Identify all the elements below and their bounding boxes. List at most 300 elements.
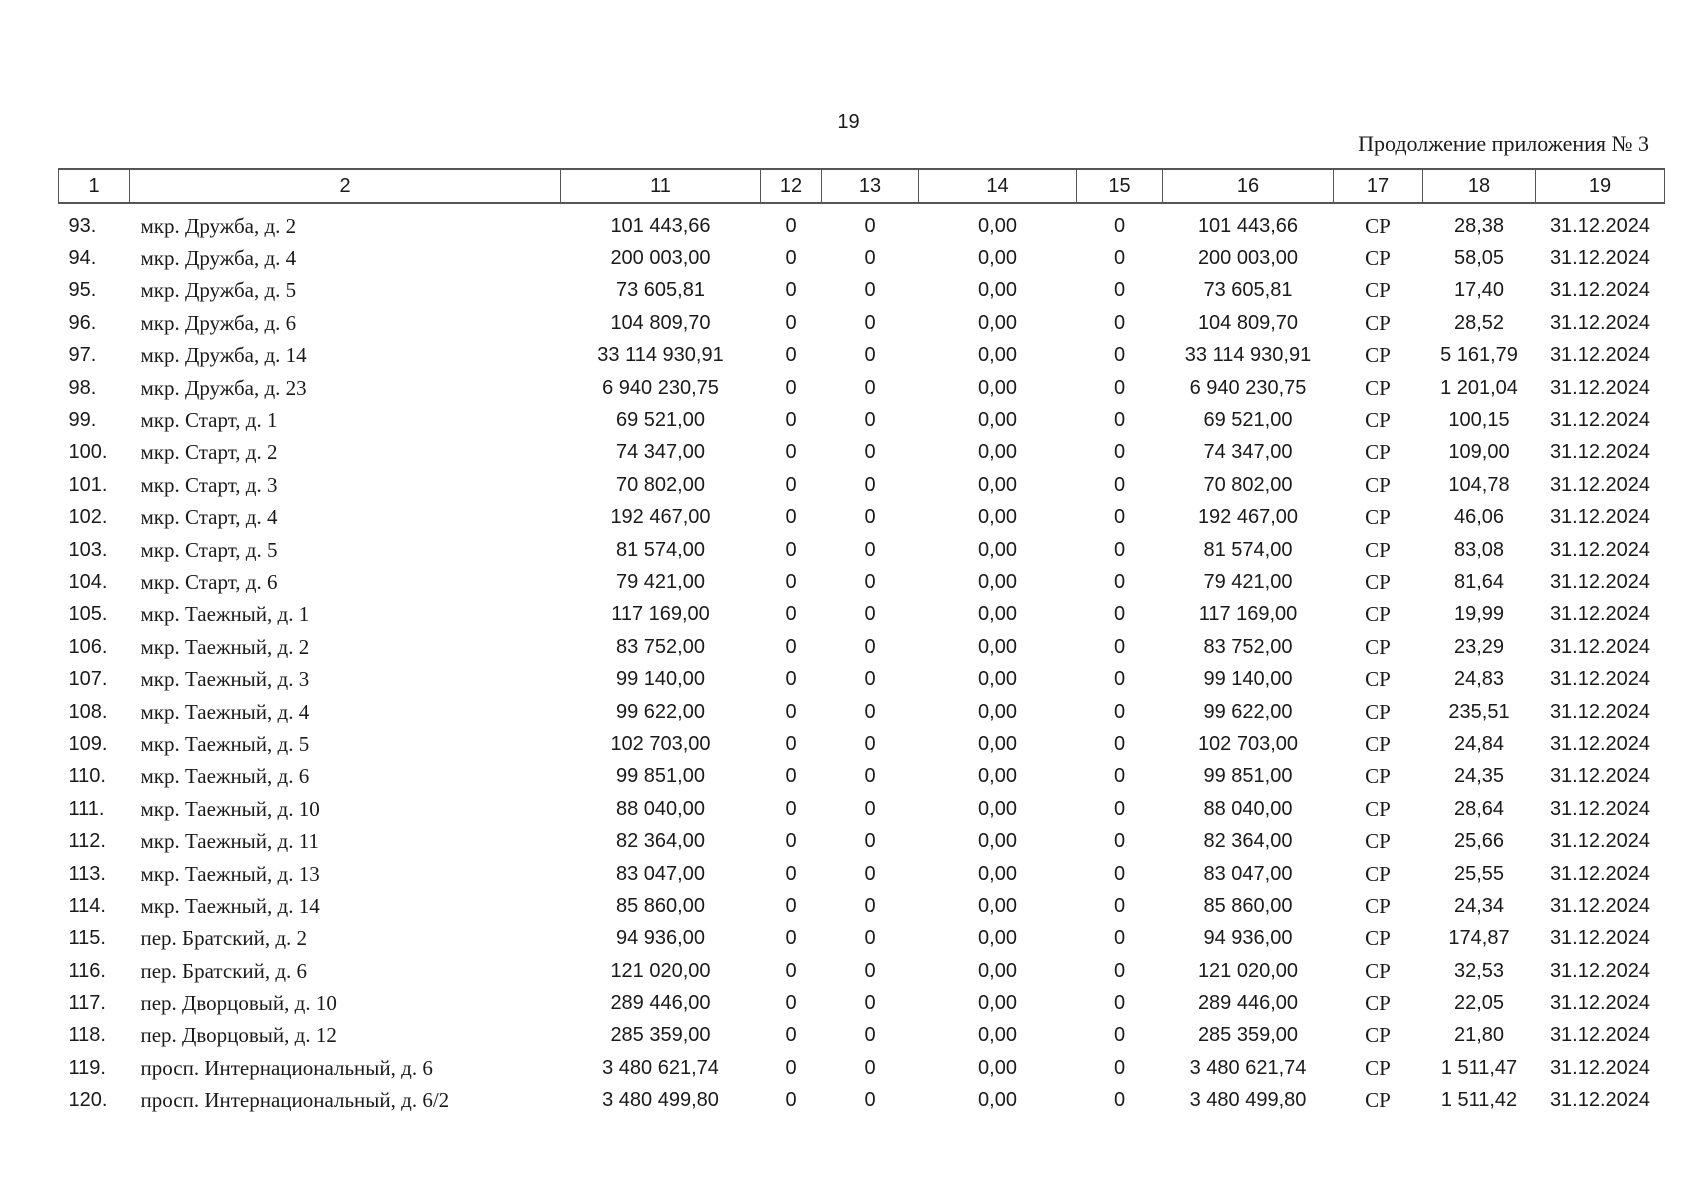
table-row [59, 696, 1665, 728]
col15-cell: 0 [1113, 376, 1126, 399]
header-row [59, 169, 1665, 203]
table-row [59, 1052, 1665, 1084]
col16-cell: 285 359,00 [1197, 1024, 1299, 1047]
table-row [59, 858, 1665, 890]
address-cell: мкр. Таежный, д. 5 [140, 731, 310, 756]
col13-cell: 0 [864, 862, 876, 885]
col17-cell: СР [1365, 537, 1391, 562]
header-cell: 14 [919, 169, 1077, 203]
col13-cell: 0 [864, 927, 876, 950]
row-number-cell: 111. [68, 797, 105, 820]
col17-cell: СР [1365, 213, 1391, 238]
col18-cell: 19,99 [1453, 603, 1505, 626]
col15-cell: 0 [1113, 927, 1126, 950]
table-row [59, 469, 1665, 501]
row-number-cell: 99. [68, 409, 97, 432]
address-cell: мкр. Таежный, д. 6 [140, 764, 310, 789]
row-number-cell: 115. [68, 927, 106, 950]
row-number-cell: 108. [68, 700, 108, 723]
table-row [59, 663, 1665, 695]
row-number-cell: 98. [68, 376, 97, 399]
col11-cell: 99 851,00 [616, 765, 705, 788]
col15-cell: 0 [1113, 506, 1126, 529]
col11-cell: 3 480 621,74 [602, 1056, 719, 1079]
col18-cell: 24,83 [1453, 668, 1505, 691]
col14-cell: 0,00 [978, 1089, 1017, 1112]
table-row [59, 340, 1665, 372]
col11-cell: 3 480 499,80 [602, 1089, 719, 1112]
col13-cell: 0 [864, 506, 876, 529]
col16-cell: 79 421,00 [1203, 570, 1293, 593]
col14-cell: 0,00 [978, 570, 1017, 593]
col16-cell: 69 521,00 [1203, 409, 1293, 432]
address-cell: мкр. Старт, д. 3 [140, 472, 278, 497]
col15-cell: 0 [1113, 570, 1126, 593]
col17-cell: СР [1365, 634, 1391, 659]
col12-cell: 0 [785, 311, 797, 334]
col19-cell: 31.12.2024 [1549, 214, 1651, 237]
address-cell: мкр. Дружба, д. 6 [140, 310, 297, 335]
col12-cell: 0 [785, 538, 797, 561]
table-row [59, 890, 1665, 922]
address-cell: мкр. Дружба, д. 2 [140, 213, 297, 238]
col19-cell: 31.12.2024 [1549, 344, 1651, 367]
col17-cell: СР [1365, 796, 1391, 821]
col11-cell: 99 140,00 [616, 668, 705, 691]
col13-cell: 0 [864, 635, 876, 658]
col13-cell: 0 [864, 732, 876, 755]
col16-cell: 3 480 621,74 [1189, 1056, 1307, 1079]
col13-cell: 0 [864, 1056, 876, 1079]
address-cell: мкр. Старт, д. 5 [140, 537, 278, 562]
col16-cell: 99 140,00 [1203, 668, 1293, 691]
col18-cell: 25,55 [1453, 862, 1505, 885]
table-row [59, 599, 1665, 631]
row-number-cell: 94. [68, 247, 97, 270]
row-number-cell: 105. [68, 603, 108, 626]
col14-cell: 0,00 [978, 700, 1017, 723]
col11-cell: 102 703,00 [610, 732, 711, 755]
address-cell: мкр. Старт, д. 1 [140, 408, 278, 433]
row-number-cell: 117. [68, 992, 106, 1015]
address-cell: мкр. Старт, д. 4 [140, 505, 278, 530]
table-row [59, 307, 1665, 339]
address-cell: мкр. Таежный, д. 3 [140, 667, 310, 692]
col19-cell: 31.12.2024 [1549, 376, 1651, 399]
col13-cell: 0 [864, 473, 876, 496]
table-body [59, 203, 1665, 1117]
col13-cell: 0 [864, 668, 876, 691]
col17-cell: СР [1365, 375, 1391, 400]
col16-cell: 73 605,81 [1203, 279, 1293, 302]
col18-cell: 235,51 [1448, 700, 1510, 723]
col19-cell: 31.12.2024 [1549, 538, 1651, 561]
col18-cell: 28,38 [1453, 214, 1505, 237]
col19-cell: 31.12.2024 [1549, 797, 1651, 820]
col12-cell: 0 [785, 214, 797, 237]
col18-cell: 28,52 [1453, 311, 1505, 334]
col14-cell: 0,00 [978, 1024, 1017, 1047]
col19-cell: 31.12.2024 [1549, 894, 1651, 917]
col18-cell: 17,40 [1453, 279, 1505, 302]
col16-cell: 82 364,00 [1203, 830, 1293, 853]
col11-cell: 101 443,66 [610, 214, 711, 237]
col12-cell: 0 [785, 862, 797, 885]
col19-cell: 31.12.2024 [1549, 506, 1651, 529]
col16-cell: 101 443,66 [1197, 214, 1299, 237]
address-cell: мкр. Таежный, д. 1 [140, 602, 310, 627]
col18-cell: 5 161,79 [1440, 344, 1518, 367]
col19-cell: 31.12.2024 [1549, 570, 1651, 593]
address-cell: мкр. Таежный, д. 13 [140, 861, 320, 886]
col16-cell: 70 802,00 [1203, 473, 1293, 496]
col12-cell: 0 [785, 668, 797, 691]
col15-cell: 0 [1113, 1089, 1126, 1112]
col15-cell: 0 [1113, 473, 1126, 496]
col17-cell: СР [1365, 278, 1391, 303]
col16-cell: 3 480 499,80 [1189, 1089, 1307, 1112]
header-cell: 11 [561, 169, 761, 203]
col11-cell: 79 421,00 [616, 570, 705, 593]
col11-cell: 85 860,00 [616, 894, 705, 917]
col12-cell: 0 [785, 603, 797, 626]
row-number-cell: 103. [68, 538, 108, 561]
table-row [59, 437, 1665, 469]
col12-cell: 0 [785, 732, 797, 755]
table-row [59, 987, 1665, 1019]
col16-cell: 99 622,00 [1203, 700, 1293, 723]
col18-cell: 83,08 [1453, 538, 1505, 561]
col18-cell: 21,80 [1453, 1024, 1505, 1047]
col11-cell: 73 605,81 [616, 279, 705, 302]
col15-cell: 0 [1113, 732, 1126, 755]
header-cell: 18 [1423, 169, 1536, 203]
col17-cell: СР [1365, 505, 1391, 530]
address-cell: мкр. Таежный, д. 11 [140, 829, 319, 854]
col11-cell: 6 940 230,75 [602, 376, 719, 399]
col11-cell: 88 040,00 [616, 797, 705, 820]
col17-cell: СР [1365, 602, 1391, 627]
col15-cell: 0 [1113, 247, 1126, 270]
table-row [59, 372, 1665, 404]
col14-cell: 0,00 [978, 538, 1017, 561]
address-cell: пер. Братский, д. 2 [140, 926, 308, 951]
col18-cell: 109,00 [1448, 441, 1510, 464]
col15-cell: 0 [1113, 700, 1126, 723]
col18-cell: 100,15 [1448, 409, 1510, 432]
col17-cell: СР [1365, 991, 1391, 1016]
col17-cell: СР [1365, 472, 1391, 497]
address-cell: мкр. Дружба, д. 4 [140, 246, 297, 271]
col19-cell: 31.12.2024 [1549, 603, 1651, 626]
col14-cell: 0,00 [978, 311, 1017, 334]
page-number: 19 [837, 111, 860, 133]
address-cell: пер. Дворцовый, д. 12 [140, 1023, 337, 1048]
col12-cell: 0 [785, 247, 797, 270]
col19-cell: 31.12.2024 [1549, 700, 1651, 723]
col11-cell: 285 359,00 [610, 1024, 711, 1047]
row-number-cell: 102. [68, 506, 108, 529]
col14-cell: 0,00 [978, 797, 1017, 820]
col15-cell: 0 [1113, 862, 1126, 885]
col16-cell: 83 047,00 [1203, 862, 1293, 885]
col13-cell: 0 [864, 344, 876, 367]
address-cell: просп. Интернациональный, д. 6/2 [140, 1088, 450, 1113]
col15-cell: 0 [1113, 214, 1126, 237]
address-cell: пер. Братский, д. 6 [140, 958, 308, 983]
table-row [59, 761, 1665, 793]
col14-cell: 0,00 [978, 247, 1017, 270]
col12-cell: 0 [785, 506, 797, 529]
col18-cell: 32,53 [1453, 959, 1505, 982]
col17-cell: СР [1365, 861, 1391, 886]
table-row [59, 1020, 1665, 1052]
table-row [59, 566, 1665, 598]
col18-cell: 58,05 [1453, 247, 1505, 270]
header-cell: 2 [130, 169, 561, 203]
col19-cell: 31.12.2024 [1549, 959, 1651, 982]
col17-cell: СР [1365, 440, 1391, 465]
col14-cell: 0,00 [978, 279, 1017, 302]
col18-cell: 24,35 [1453, 765, 1505, 788]
header-cell: 13 [822, 169, 919, 203]
col18-cell: 174,87 [1448, 927, 1510, 950]
address-cell: мкр. Дружба, д. 14 [140, 343, 307, 368]
col12-cell: 0 [785, 797, 797, 820]
row-number-cell: 120. [68, 1089, 108, 1112]
col16-cell: 74 347,00 [1203, 441, 1293, 464]
col16-cell: 102 703,00 [1197, 732, 1299, 755]
col17-cell: СР [1365, 667, 1391, 692]
col19-cell: 31.12.2024 [1549, 765, 1651, 788]
col15-cell: 0 [1113, 1056, 1126, 1079]
col17-cell: СР [1365, 1055, 1391, 1080]
col13-cell: 0 [864, 765, 876, 788]
address-cell: мкр. Старт, д. 2 [140, 440, 278, 465]
col17-cell: СР [1365, 1023, 1391, 1048]
col18-cell: 1 511,42 [1440, 1089, 1518, 1112]
col17-cell: СР [1365, 731, 1391, 756]
col12-cell: 0 [785, 992, 797, 1015]
col19-cell: 31.12.2024 [1549, 311, 1651, 334]
col12-cell: 0 [785, 279, 797, 302]
col12-cell: 0 [785, 1089, 797, 1112]
col15-cell: 0 [1113, 992, 1126, 1015]
col14-cell: 0,00 [978, 409, 1017, 432]
row-number-cell: 110. [68, 765, 106, 788]
col13-cell: 0 [864, 538, 876, 561]
col15-cell: 0 [1113, 668, 1126, 691]
col13-cell: 0 [864, 570, 876, 593]
col16-cell: 192 467,00 [1197, 506, 1299, 529]
col12-cell: 0 [785, 441, 797, 464]
col15-cell: 0 [1113, 635, 1126, 658]
col18-cell: 25,66 [1453, 830, 1505, 853]
col16-cell: 83 752,00 [1203, 635, 1293, 658]
col12-cell: 0 [785, 473, 797, 496]
table-row [59, 955, 1665, 987]
table-row [59, 275, 1665, 307]
col17-cell: СР [1365, 343, 1391, 368]
col19-cell: 31.12.2024 [1549, 668, 1651, 691]
col17-cell: СР [1365, 926, 1391, 951]
col16-cell: 85 860,00 [1203, 894, 1293, 917]
row-number-cell: 109. [68, 732, 108, 755]
table-row [59, 502, 1665, 534]
col19-cell: 31.12.2024 [1549, 247, 1651, 270]
col15-cell: 0 [1113, 959, 1126, 982]
table-row [59, 1085, 1665, 1117]
col15-cell: 0 [1113, 311, 1126, 334]
col13-cell: 0 [864, 247, 876, 270]
table-row [59, 631, 1665, 663]
row-number-cell: 116. [68, 959, 106, 982]
col17-cell: СР [1365, 893, 1391, 918]
col13-cell: 0 [864, 1024, 876, 1047]
col19-cell: 31.12.2024 [1549, 441, 1651, 464]
col18-cell: 24,84 [1453, 732, 1505, 755]
col14-cell: 0,00 [978, 959, 1017, 982]
data-table [58, 168, 1665, 1117]
col15-cell: 0 [1113, 765, 1126, 788]
row-number-cell: 100. [68, 441, 108, 464]
col14-cell: 0,00 [978, 376, 1017, 399]
row-number-cell: 97. [68, 344, 97, 367]
row-number-cell: 106. [68, 635, 108, 658]
col17-cell: СР [1365, 408, 1391, 433]
col13-cell: 0 [864, 441, 876, 464]
col12-cell: 0 [785, 376, 797, 399]
col14-cell: 0,00 [978, 473, 1017, 496]
col11-cell: 94 936,00 [616, 927, 705, 950]
col14-cell: 0,00 [978, 668, 1017, 691]
col16-cell: 81 574,00 [1203, 538, 1293, 561]
address-cell: мкр. Старт, д. 6 [140, 569, 278, 594]
col12-cell: 0 [785, 570, 797, 593]
col14-cell: 0,00 [978, 830, 1017, 853]
col14-cell: 0,00 [978, 603, 1017, 626]
col14-cell: 0,00 [978, 862, 1017, 885]
row-number-cell: 113. [68, 862, 106, 885]
col11-cell: 83 752,00 [616, 635, 705, 658]
col11-cell: 83 047,00 [616, 862, 705, 885]
col11-cell: 82 364,00 [616, 830, 705, 853]
col16-cell: 88 040,00 [1203, 797, 1293, 820]
col11-cell: 117 169,00 [611, 603, 710, 626]
col15-cell: 0 [1113, 344, 1126, 367]
table-row [59, 923, 1665, 955]
col11-cell: 33 114 930,91 [597, 344, 724, 367]
appendix-continuation-note: Продолжение приложения № 3 [1358, 131, 1649, 156]
col12-cell: 0 [785, 765, 797, 788]
col17-cell: СР [1365, 246, 1391, 271]
col19-cell: 31.12.2024 [1549, 1056, 1651, 1079]
col19-cell: 31.12.2024 [1549, 1024, 1651, 1047]
col19-cell: 31.12.2024 [1549, 279, 1651, 302]
col11-cell: 192 467,00 [610, 506, 711, 529]
table-row [59, 793, 1665, 825]
address-cell: мкр. Таежный, д. 2 [140, 634, 310, 659]
header-cell: 1 [59, 169, 130, 203]
col19-cell: 31.12.2024 [1549, 473, 1651, 496]
col18-cell: 28,64 [1453, 797, 1505, 820]
row-number-cell: 107. [68, 668, 108, 691]
col13-cell: 0 [864, 279, 876, 302]
col11-cell: 200 003,00 [610, 247, 711, 270]
col11-cell: 104 809,70 [610, 311, 711, 334]
table-header [59, 169, 1665, 203]
col17-cell: СР [1365, 1088, 1391, 1113]
col11-cell: 289 446,00 [610, 992, 711, 1015]
col14-cell: 0,00 [978, 992, 1017, 1015]
col15-cell: 0 [1113, 797, 1126, 820]
address-cell: мкр. Таежный, д. 14 [140, 893, 320, 918]
address-cell: мкр. Дружба, д. 23 [140, 375, 307, 400]
col14-cell: 0,00 [978, 214, 1017, 237]
col14-cell: 0,00 [978, 344, 1017, 367]
col13-cell: 0 [864, 797, 876, 820]
col14-cell: 0,00 [978, 765, 1017, 788]
col14-cell: 0,00 [978, 927, 1017, 950]
col15-cell: 0 [1113, 441, 1126, 464]
header-cell: 19 [1536, 169, 1665, 203]
col14-cell: 0,00 [978, 1056, 1017, 1079]
col18-cell: 104,78 [1448, 473, 1510, 496]
col13-cell: 0 [864, 311, 876, 334]
col14-cell: 0,00 [978, 635, 1017, 658]
col18-cell: 24,34 [1453, 894, 1505, 917]
col19-cell: 31.12.2024 [1549, 862, 1651, 885]
col15-cell: 0 [1113, 1024, 1126, 1047]
col16-cell: 94 936,00 [1203, 927, 1293, 950]
header-cell: 12 [761, 169, 822, 203]
col13-cell: 0 [864, 700, 876, 723]
col13-cell: 0 [864, 1089, 876, 1112]
address-cell: мкр. Таежный, д. 10 [140, 796, 320, 821]
col14-cell: 0,00 [978, 732, 1017, 755]
col17-cell: СР [1365, 829, 1391, 854]
col17-cell: СР [1365, 569, 1391, 594]
col18-cell: 22,05 [1453, 992, 1505, 1015]
col11-cell: 121 020,00 [610, 959, 711, 982]
header-cell: 15 [1077, 169, 1163, 203]
address-cell: пер. Дворцовый, д. 10 [140, 991, 337, 1016]
col16-cell: 6 940 230,75 [1189, 376, 1307, 399]
col12-cell: 0 [785, 927, 797, 950]
col12-cell: 0 [785, 830, 797, 853]
col19-cell: 31.12.2024 [1549, 992, 1651, 1015]
header-cell: 17 [1334, 169, 1423, 203]
col16-cell: 121 020,00 [1197, 959, 1299, 982]
col13-cell: 0 [864, 992, 876, 1015]
col12-cell: 0 [785, 1024, 797, 1047]
row-number-cell: 96. [68, 311, 97, 334]
col11-cell: 70 802,00 [616, 473, 705, 496]
col13-cell: 0 [864, 376, 876, 399]
col19-cell: 31.12.2024 [1549, 635, 1651, 658]
col12-cell: 0 [785, 959, 797, 982]
col16-cell: 99 851,00 [1203, 765, 1293, 788]
col11-cell: 74 347,00 [616, 441, 705, 464]
col17-cell: СР [1365, 764, 1391, 789]
col13-cell: 0 [864, 409, 876, 432]
col18-cell: 23,29 [1453, 635, 1505, 658]
col16-cell: 117 169,00 [1198, 603, 1298, 626]
col13-cell: 0 [864, 894, 876, 917]
col15-cell: 0 [1113, 603, 1126, 626]
col17-cell: СР [1365, 699, 1391, 724]
row-number-cell: 93. [68, 214, 97, 237]
